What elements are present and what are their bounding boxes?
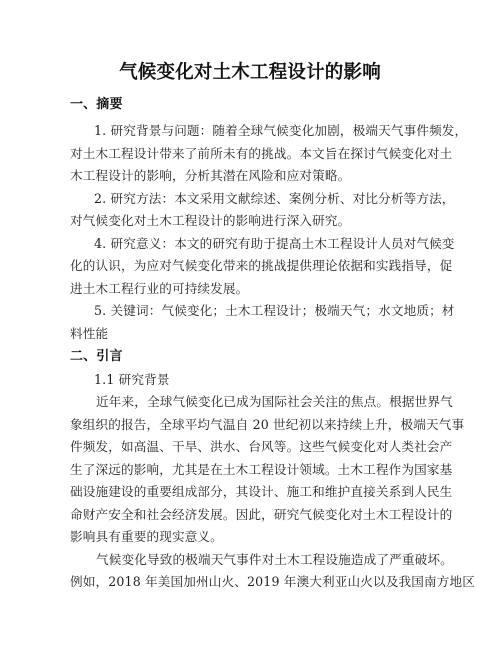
body-line: 础设施建设的重要组成部分，其设计、施工和维护直接关系到人民生	[70, 484, 453, 499]
abstract-line: 化的认识，为应对气候变化带来的挑战提供理论依据和实践指导，促	[70, 258, 453, 273]
section-heading-abstract: 一、摘要	[70, 97, 123, 112]
body-line: 象组织的报告，全球平均气温自 20 世纪初以来持续上升，极端天气事	[70, 417, 465, 432]
body-line: 命财产安全和社会经济发展。因此，研究气候变化对土木工程设计的	[70, 507, 453, 522]
abstract-line: 4. 研究意义：本文的研究有助于提高土木工程设计人员对气候变	[94, 236, 455, 251]
abstract-line: 进土木工程行业的可持续发展。	[70, 281, 249, 296]
keywords-line: 5. 关键词：气候变化；土木工程设计；极端天气；水文地质；材	[94, 303, 455, 318]
abstract-line: 对气候变化对土木工程设计的影响进行深入研究。	[70, 213, 351, 228]
keywords-line: 料性能	[70, 326, 109, 341]
body-line: 生了深远的影响，尤其是在土木工程设计领域。土木工程作为国家基	[70, 462, 453, 477]
document-title: 气候变化对土木工程设计的影响	[119, 62, 381, 83]
abstract-line: 2. 研究方法：本文采用文献综述、案例分析、对比分析等方法，	[94, 191, 455, 206]
body-line: 近年来，全球气候变化已成为国际社会关注的焦点。根据世界气	[96, 394, 453, 409]
abstract-line: 对土木工程设计带来了前所未有的挑战。本文旨在探讨气候变化对土	[70, 146, 453, 161]
body-line: 影响具有重要的现实意义。	[70, 529, 223, 544]
body-line: 例如，2018 年美国加州山火、2019 年澳大利亚山火以及我国南方地区	[70, 574, 475, 589]
abstract-line: 木工程设计的影响，分析其潜在风险和应对策略。	[70, 168, 351, 183]
body-line: 气候变化导致的极端天气事件对土木工程设施造成了严重破坏。	[96, 552, 453, 567]
body-line: 件频发，如高温、干旱、洪水、台风等。这些气候变化对人类社会产	[70, 439, 453, 454]
subsection-heading: 1.1 研究背景	[94, 372, 170, 387]
section-heading-intro: 二、引言	[70, 349, 123, 364]
abstract-line: 1. 研究背景与问题：随着全球气候变化加剧，极端天气事件频发，	[94, 123, 468, 138]
